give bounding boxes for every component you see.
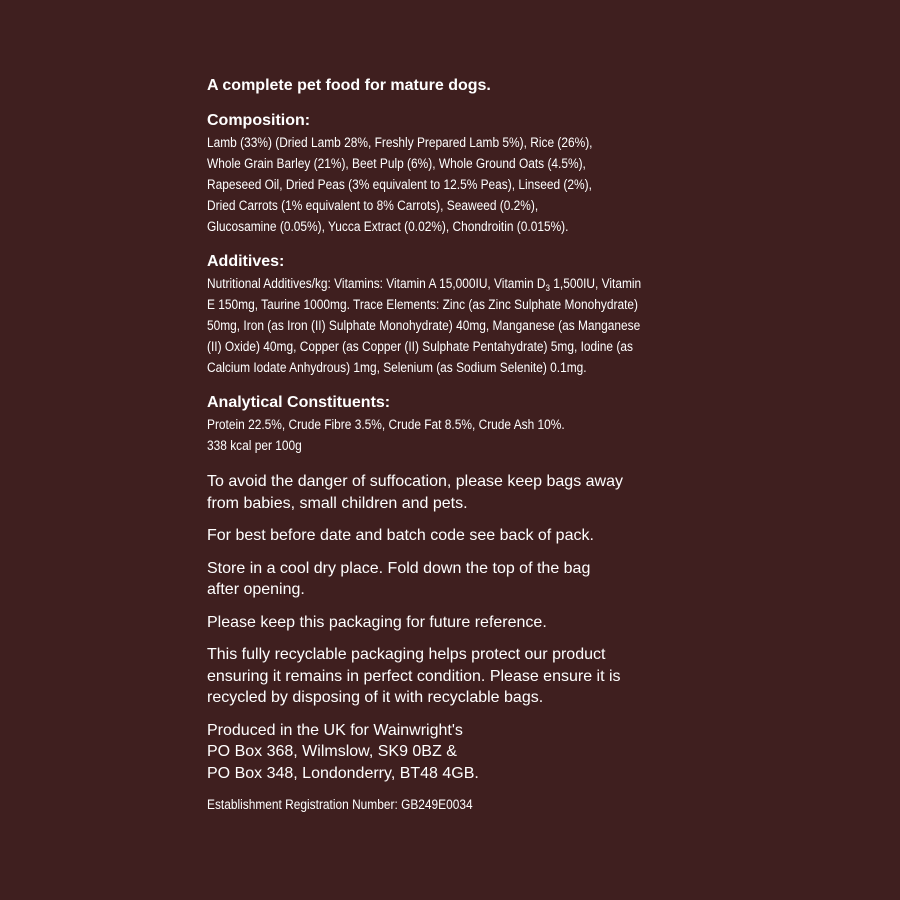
notice-line: To avoid the danger of suffocation, please keep bags away xyxy=(207,473,623,490)
additives-line: Calcium Iodate Anhydrous) 1mg, Selenium (as Sodium Selenite) 0.1mg. xyxy=(207,360,587,375)
recycling-notice xyxy=(207,644,707,709)
address-line: PO Box 368, Wilmslow, SK9 0BZ & xyxy=(207,743,457,760)
producer-address xyxy=(207,720,707,785)
additives-line: E 150mg, Taurine 1000mg. Trace Elements: Zinc (as Zinc Sulphate Monohydrate) xyxy=(207,297,639,312)
analytical-line: Protein 22.5%, Crude Fibre 3.5%, Crude Fat 8.5%, Crude Ash 10%. xyxy=(207,417,565,432)
analytical-section xyxy=(207,393,707,456)
best-before-notice xyxy=(207,525,707,547)
notice-line: Please keep this packaging for future reference. xyxy=(207,613,547,631)
notice-line: Store in a cool dry place. Fold down the top of the bag xyxy=(207,559,591,577)
composition-line: Rapeseed Oil, Dried Peas (3% equivalent to 12.5% Peas), Linseed (2%), xyxy=(207,177,592,192)
composition-text xyxy=(207,132,652,237)
additives-line: 50mg, Iron (as Iron (II) Sulphate Monohydrate) 40mg, Manganese (as Manganese xyxy=(207,318,641,333)
additives-section xyxy=(207,252,707,378)
analytical-heading: Analytical Constituents: xyxy=(207,394,391,411)
additives-line-part: 1,500IU, Vitamin xyxy=(549,276,642,291)
notice-line: For best before date and batch code see back of pack. xyxy=(207,527,594,544)
notice-line: This fully recyclable packaging helps protect our product xyxy=(207,646,606,663)
suffocation-warning xyxy=(207,471,707,514)
additives-text xyxy=(207,273,652,378)
label-text-panel xyxy=(207,76,707,815)
notice-line: ensuring it remains in perfect condition. Please ensure it is xyxy=(207,667,621,685)
composition-heading: Composition: xyxy=(207,112,311,129)
storage-notice xyxy=(207,558,707,601)
composition-section xyxy=(207,111,707,237)
notice-line: after opening. xyxy=(207,581,305,598)
product-description: A complete pet food for mature dogs. xyxy=(207,77,491,94)
additives-line-part: Nutritional Additives/kg: Vitamins: Vitamin A 15,000IU, Vitamin D xyxy=(207,276,546,291)
composition-line: Dried Carrots (1% equivalent to 8% Carrots), Seaweed (0.2%), xyxy=(207,198,539,213)
composition-line: Whole Grain Barley (21%), Beet Pulp (6%), Whole Ground Oats (4.5%), xyxy=(207,156,586,171)
vitamin-d-subscript: 3 xyxy=(545,283,550,293)
address-line: PO Box 348, Londonderry, BT48 4GB. xyxy=(207,764,479,782)
additives-line xyxy=(207,273,652,294)
additives-heading: Additives: xyxy=(207,253,285,270)
address-line: Produced in the UK for Wainwright's xyxy=(207,721,463,739)
analytical-line: 338 kcal per 100g xyxy=(207,438,302,453)
keep-packaging-notice xyxy=(207,612,707,634)
composition-line: Lamb (33%) (Dried Lamb 28%, Freshly Prepared Lamb 5%), Rice (26%), xyxy=(207,135,593,150)
additives-line: (II) Oxide) 40mg, Copper (as Copper (II) Sulphate Pentahydrate) 5mg, Iodine (as xyxy=(207,339,633,354)
notice-line: recycled by disposing of it with recyclable bags. xyxy=(207,689,544,706)
registration-number: Establishment Registration Number: GB249E0034 xyxy=(207,797,473,812)
analytical-text xyxy=(207,414,652,456)
composition-line: Glucosamine (0.05%), Yucca Extract (0.02%), Chondroitin (0.015%). xyxy=(207,219,569,234)
notice-line: from babies, small children and pets. xyxy=(207,494,468,512)
